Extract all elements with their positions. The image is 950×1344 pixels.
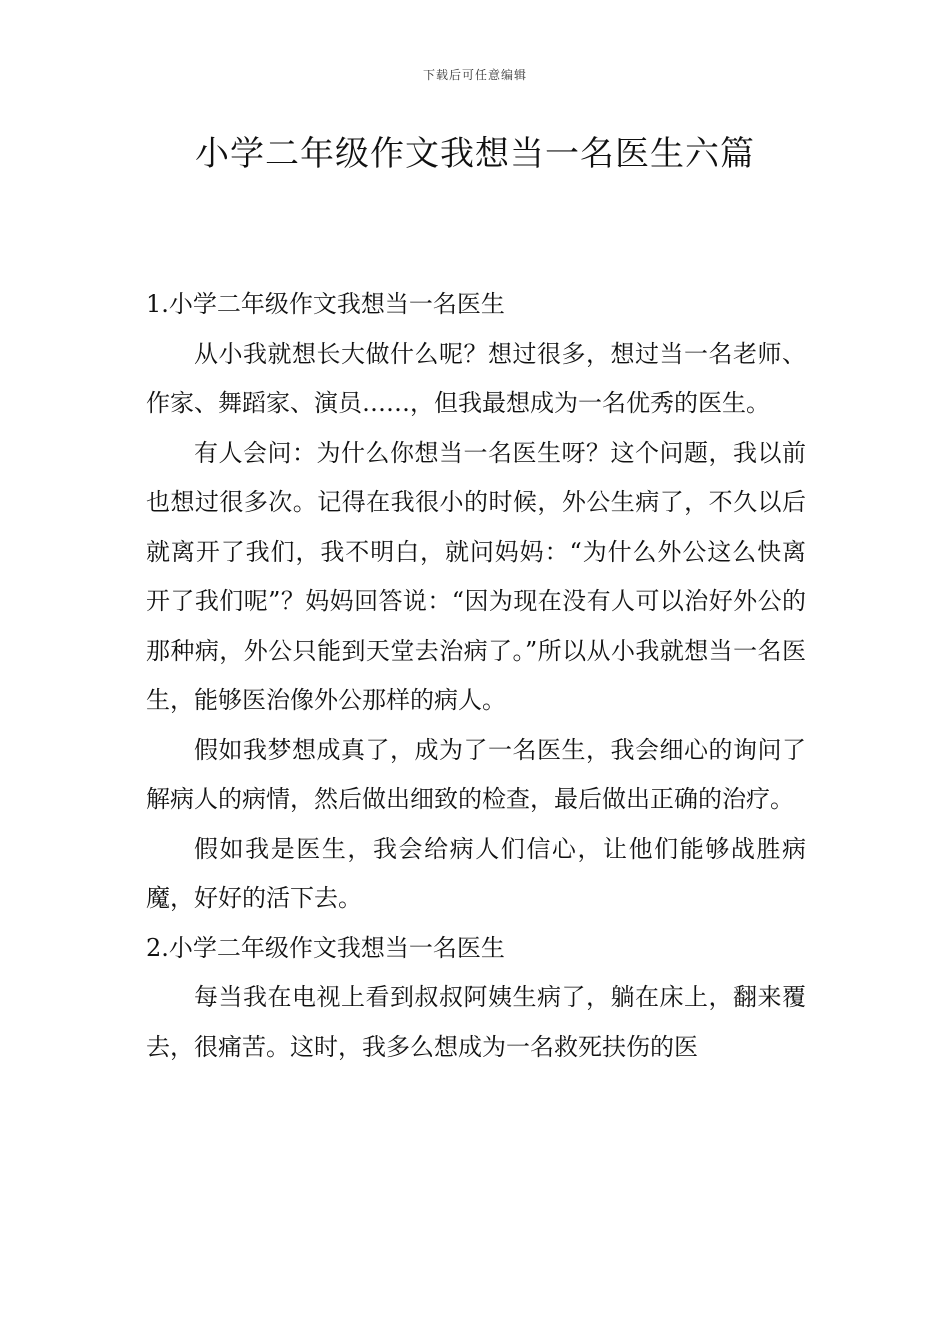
paragraph: 每当我在电视上看到叔叔阿姨生病了，躺在床上，翻来覆去，很痛苦。这时，我多么想成为一名救死扶伤的医 — [146, 983, 806, 1061]
paragraph: 假如我是医生，我会给病人们信心，让他们能够战胜病魔，好好的活下去。 — [146, 834, 806, 912]
section-heading: 2.小学二年级作文我想当一名医生 — [146, 933, 505, 962]
paragraph: 有人会问：为什么你想当一名医生呀？这个问题，我以前也想过很多次。记得在我很小的时候，外公生病了，不久以后就离开了我们，我不明白，就问妈妈：“为什么外公这么快离开了我们呢”？妈妈回答说：“因为现在没有人可以治好外公的那种病，外公只能到天堂去治病了。”所以从小我就想当一名医生，能够医治像外公那样的病人。 — [146, 438, 806, 714]
paragraph: 从小我就想长大做什么呢？想过很多，想过当一名老师、作家、舞蹈家、演员……，但我最想成为一名优秀的医生。 — [146, 339, 806, 417]
paragraph: 假如我梦想成真了，成为了一名医生，我会细心的询问了解病人的病情，然后做出细致的检查，最后做出正确的治疗。 — [146, 735, 806, 813]
header-note: 下载后可任意编辑 — [422, 68, 527, 82]
document-body — [146, 280, 806, 1072]
document-title: 小学二年级作文我想当一名医生六篇 — [195, 134, 755, 174]
section-heading: 1.小学二年级作文我想当一名医生 — [146, 290, 505, 318]
